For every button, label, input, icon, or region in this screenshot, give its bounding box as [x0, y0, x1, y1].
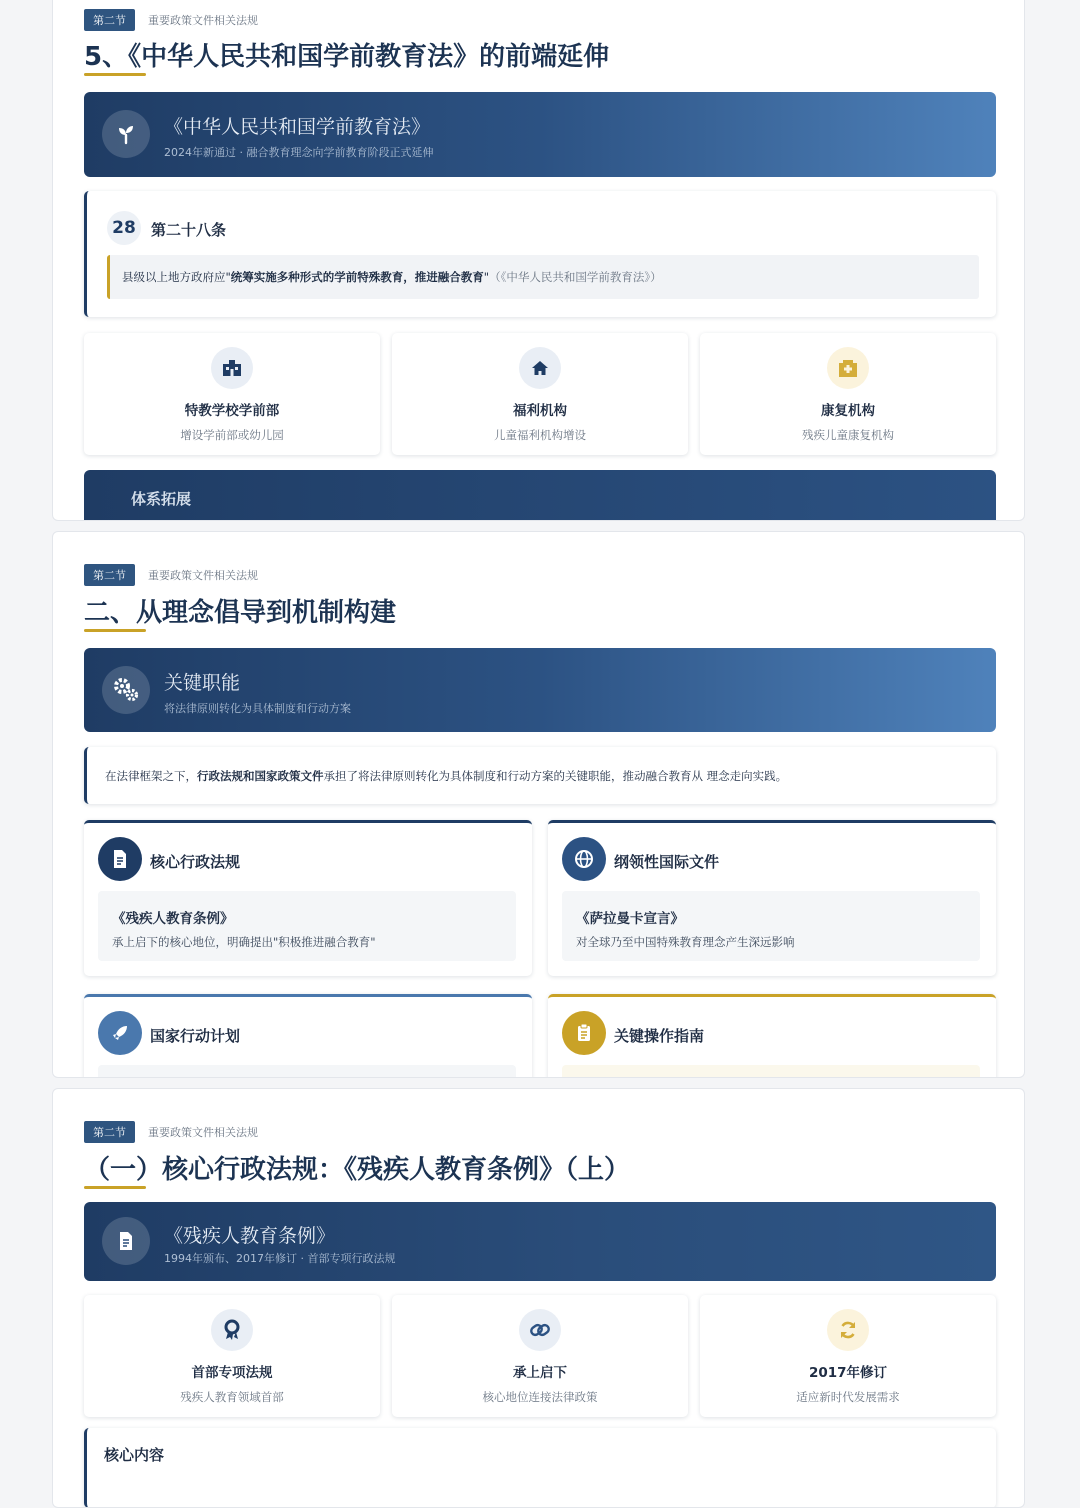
card-detail-box — [98, 891, 516, 961]
page-title: 5、《中华人民共和国学前教育法》的前端延伸 — [84, 42, 610, 72]
award-icon — [211, 1309, 253, 1351]
card-detail-box — [98, 1065, 516, 1078]
quote-emphasis: 统筹实施多种形式的学前特殊教育，推进融合教育 — [230, 270, 484, 284]
slide-mechanism — [52, 531, 1025, 1078]
policy-card-operation-guide — [548, 994, 996, 1078]
banner-title: 《中华人民共和国学前教育法》 — [164, 116, 431, 138]
feature-card-rehab — [700, 333, 996, 455]
system-expansion-panel — [84, 470, 996, 521]
title-underline — [84, 629, 146, 632]
policy-card-admin-regulation — [84, 820, 532, 976]
refresh-icon — [827, 1309, 869, 1351]
intro-emphasis: 行政法规和国家政策文件 — [197, 769, 324, 783]
title-underline — [84, 1186, 146, 1189]
core-content-card — [84, 1428, 996, 1508]
globe-icon — [562, 837, 606, 881]
feature-title: 特教学校学前部 — [184, 403, 280, 419]
hospital-icon — [827, 347, 869, 389]
feature-card-first-regulation — [84, 1295, 380, 1417]
intro-prefix: 在法律框架之下， — [105, 769, 197, 783]
banner-subtitle: 2024年新通过 · 融合教育理念向学前教育阶段正式延伸 — [164, 146, 434, 159]
section-badge: 第二节 — [84, 9, 135, 31]
feature-title: 2017年修订 — [808, 1365, 888, 1381]
section-badge: 第二节 — [84, 564, 135, 586]
detail-title: 《残疾人教育条例》 — [112, 911, 234, 927]
document-icon — [98, 837, 142, 881]
detail-title: 《萨拉曼卡宣言》 — [576, 911, 684, 927]
rocket-icon — [98, 1011, 142, 1055]
feature-title: 首部专项法规 — [191, 1365, 273, 1381]
card-title: 核心行政法规 — [150, 853, 241, 871]
feature-card-special-school — [84, 333, 380, 455]
feature-subtitle: 残疾儿童康复机构 — [802, 428, 894, 442]
card-title: 国家行动计划 — [150, 1027, 241, 1045]
detail-text: 对全球乃至中国特殊教育理念产生深远影响 — [576, 935, 795, 949]
card-title: 纲领性国际文件 — [614, 853, 720, 871]
intro-suffix: 承担了将法律原则转化为具体制度和行动方案的关键职能，推动融合教育从 理念走向实践。 — [323, 769, 788, 783]
seedling-icon — [102, 110, 150, 158]
section-subtitle: 重要政策文件相关法规 — [148, 1126, 258, 1139]
feature-card-bridge — [392, 1295, 688, 1417]
detail-text: 承上启下的核心地位，明确提出"积极推进融合教育" — [112, 935, 376, 949]
link-icon — [519, 1309, 561, 1351]
school-icon — [211, 347, 253, 389]
article-quote — [107, 255, 979, 299]
article-number: 28 — [107, 211, 141, 245]
home-icon — [519, 347, 561, 389]
feature-subtitle: 残疾人教育领域首部 — [180, 1390, 284, 1404]
feature-subtitle: 适应新时代发展需求 — [796, 1390, 900, 1404]
feature-subtitle: 儿童福利机构增设 — [494, 428, 586, 442]
feature-card-welfare — [392, 333, 688, 455]
section-subtitle: 重要政策文件相关法规 — [148, 14, 258, 27]
section-subtitle: 重要政策文件相关法规 — [148, 569, 258, 582]
intro-card — [84, 747, 996, 804]
banner-title: 关键职能 — [164, 672, 241, 694]
feature-title: 福利机构 — [513, 403, 567, 419]
banner-subtitle: 将法律原则转化为具体制度和行动方案 — [164, 702, 351, 715]
card-detail-box — [562, 891, 980, 961]
clipboard-icon — [562, 1011, 606, 1055]
policy-card-national-plan — [84, 994, 532, 1078]
card-title: 关键操作指南 — [614, 1027, 705, 1045]
banner-subtitle: 1994年颁布、2017年修订 · 首部专项行政法规 — [164, 1252, 396, 1265]
law-banner — [84, 92, 996, 177]
article-title: 第二十八条 — [151, 221, 227, 239]
page-title: （一）核心行政法规：《残疾人教育条例》（上） — [84, 1155, 631, 1185]
feature-title: 承上启下 — [513, 1365, 567, 1381]
quote-source: （《中华人民共和国学前教育法》） — [489, 270, 662, 284]
regulation-banner — [84, 1202, 996, 1281]
slide-regulation — [52, 1088, 1025, 1508]
expansion-title: 体系拓展 — [131, 490, 192, 508]
article-card — [84, 191, 996, 317]
core-content-title: 核心内容 — [104, 1446, 165, 1464]
title-underline — [84, 73, 146, 76]
page-title: 二、从理念倡导到机制构建 — [84, 598, 397, 628]
gears-icon — [102, 666, 150, 714]
feature-card-revision — [700, 1295, 996, 1417]
feature-title: 康复机构 — [821, 403, 875, 419]
feature-subtitle: 增设学前部或幼儿园 — [180, 428, 284, 442]
section-badge: 第二节 — [84, 1121, 135, 1143]
policy-card-international — [548, 820, 996, 976]
slide-preschool-law — [52, 0, 1025, 521]
quote-prefix: 县级以上地方政府应" — [122, 270, 231, 284]
quote-suffix: " — [483, 270, 490, 284]
banner-title: 《残疾人教育条例》 — [164, 1225, 336, 1247]
function-banner — [84, 648, 996, 732]
card-detail-box — [562, 1065, 980, 1078]
feature-subtitle: 核心地位连接法律政策 — [482, 1390, 598, 1404]
document-icon — [102, 1217, 150, 1265]
